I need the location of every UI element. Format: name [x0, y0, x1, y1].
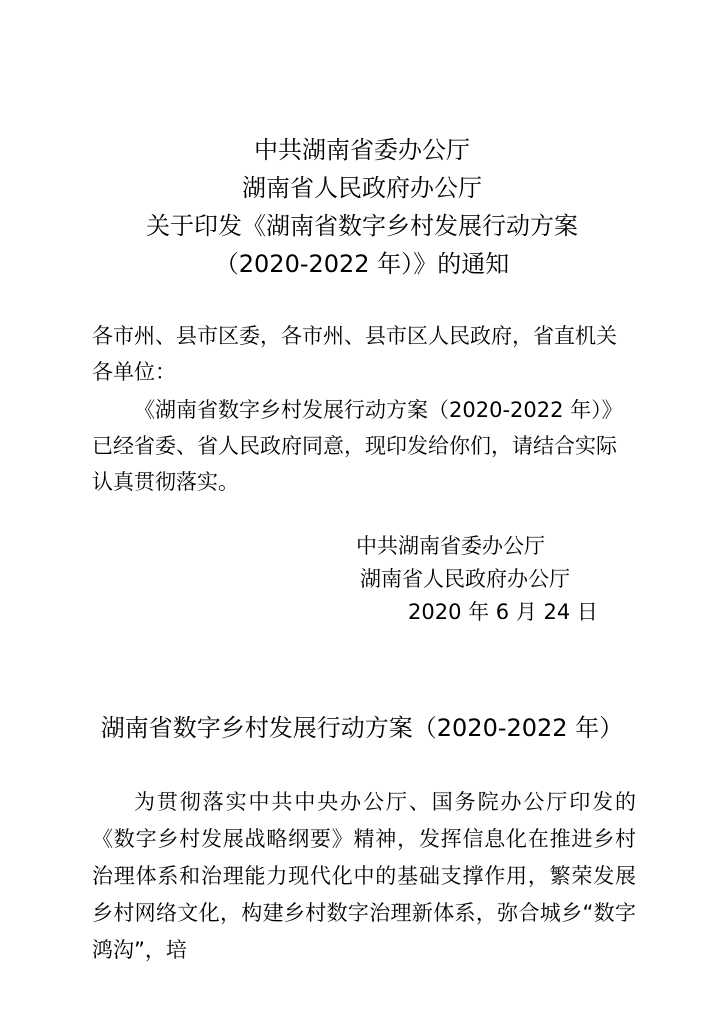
notice-title-line-3: 关于印发《湖南省数字乡村发展行动方案	[146, 212, 578, 240]
notice-title-line-2: 湖南省人民政府办公厅	[242, 174, 482, 202]
notice-title-line-4: （2020-2022 年）》的通知	[214, 250, 510, 278]
signature-issuer-2: 湖南省人民政府办公厅	[360, 567, 570, 591]
notice-title	[90, 131, 634, 283]
notice-signature	[340, 530, 600, 629]
plan-intro-paragraph: 为贯彻落实中共中央办公厅、国务院办公厅印发的《数字乡村发展战略纲要》精神，发挥信息化在推进乡村治理体系和治理能力现代化中的基础支撑作用，繁荣发展乡村网络文化，构建乡村数字治理新体系，弥合城乡“数字鸿沟”，培	[92, 790, 636, 962]
plan-title: 湖南省数字乡村发展行动方案（2020-2022 年）	[100, 714, 624, 742]
signature-issuer-1: 中共湖南省委办公厅	[356, 534, 545, 558]
notice-title-line-1: 中共湖南省委办公厅	[254, 136, 470, 164]
signature-date: 2020 年 6 月 24 日	[408, 600, 598, 624]
notice-body: 《湖南省数字乡村发展行动方案（2020-2022 年）》已经省委、省人民政府同意，现印发给你们，请结合实际认真贯彻落实。	[92, 398, 623, 494]
notice-salutation: 各市州、县市区委，各市州、县市区人民政府，省直机关各单位：	[92, 324, 617, 384]
